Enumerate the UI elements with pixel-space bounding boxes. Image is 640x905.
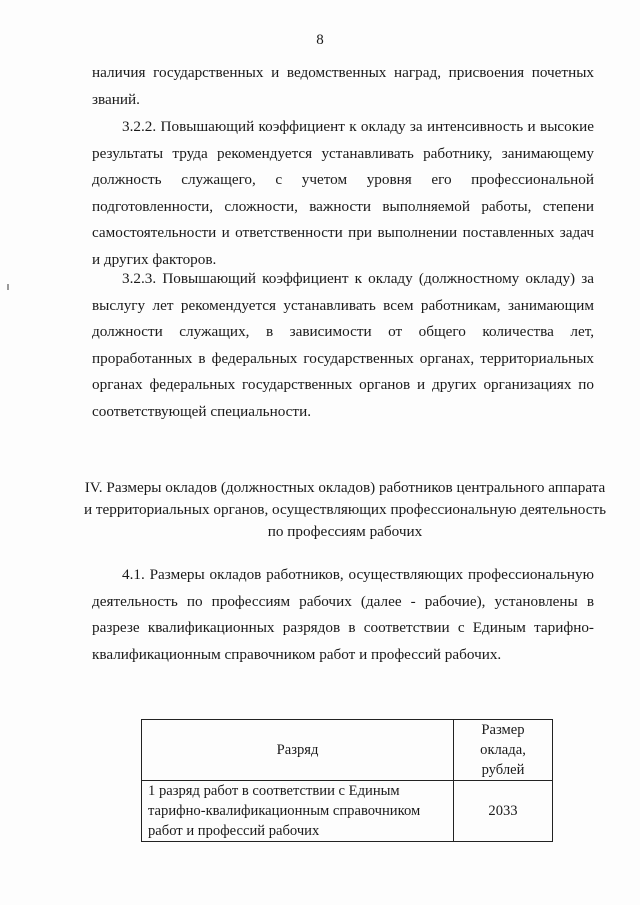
paragraph-3-2-3: 3.2.3. Повышающий коэффициент к окладу (должностному окладу) за выслугу лет рекомендуется устанавливать всем работникам, занимающим должности служащих, в зависимости от общего количества лет, проработанных в федеральных государственных органах, территориальных органах федеральных государственных органов и других организациях по соответствующей специальности.: [92, 270, 594, 420]
salary-table: [141, 719, 553, 842]
paragraph-3-2-2: 3.2.2. Повышающий коэффициент к окладу за интенсивность и высокие результаты труда рекомендуется устанавливать работнику, занимающему должность служащего, с учетом уровня его профессиональной подготовленности, сложности, важности выполняемой работы, степени самостоятельности и ответственности при выполнении поставленных задач и других факторов.: [92, 118, 594, 268]
section-heading-iv: IV. Размеры окладов (должностных окладов) работников центрального аппарата и территориальных органов, осуществляющих профессиональную деятельность по профессиям рабочих: [83, 479, 607, 540]
paragraph-4-1: 4.1. Размеры окладов работников, осуществляющих профессиональную деятельность по профессиям рабочих (далее - рабочие), установлены в разрезе квалификационных разрядов в соответствии с Единым тарифно-квалификационным справочником работ и профессий рабочих.: [92, 566, 594, 663]
table-row: [142, 781, 553, 842]
table-cell-size: 2033: [454, 781, 553, 842]
table-header-row: [142, 720, 553, 781]
scan-artifact: [7, 284, 9, 290]
page-number: 8: [316, 32, 324, 48]
paragraph-continuation: наличия государственных и ведомственных наград, присвоения почетных званий.: [92, 64, 594, 108]
table-cell-grade: 1 разряд работ в соответствии с Единым тарифно-квалификационным справочником работ и профессий рабочих: [142, 781, 454, 842]
table-header-size: Размер оклада, рублей: [454, 720, 553, 781]
table-header-grade: Разряд: [142, 720, 454, 781]
